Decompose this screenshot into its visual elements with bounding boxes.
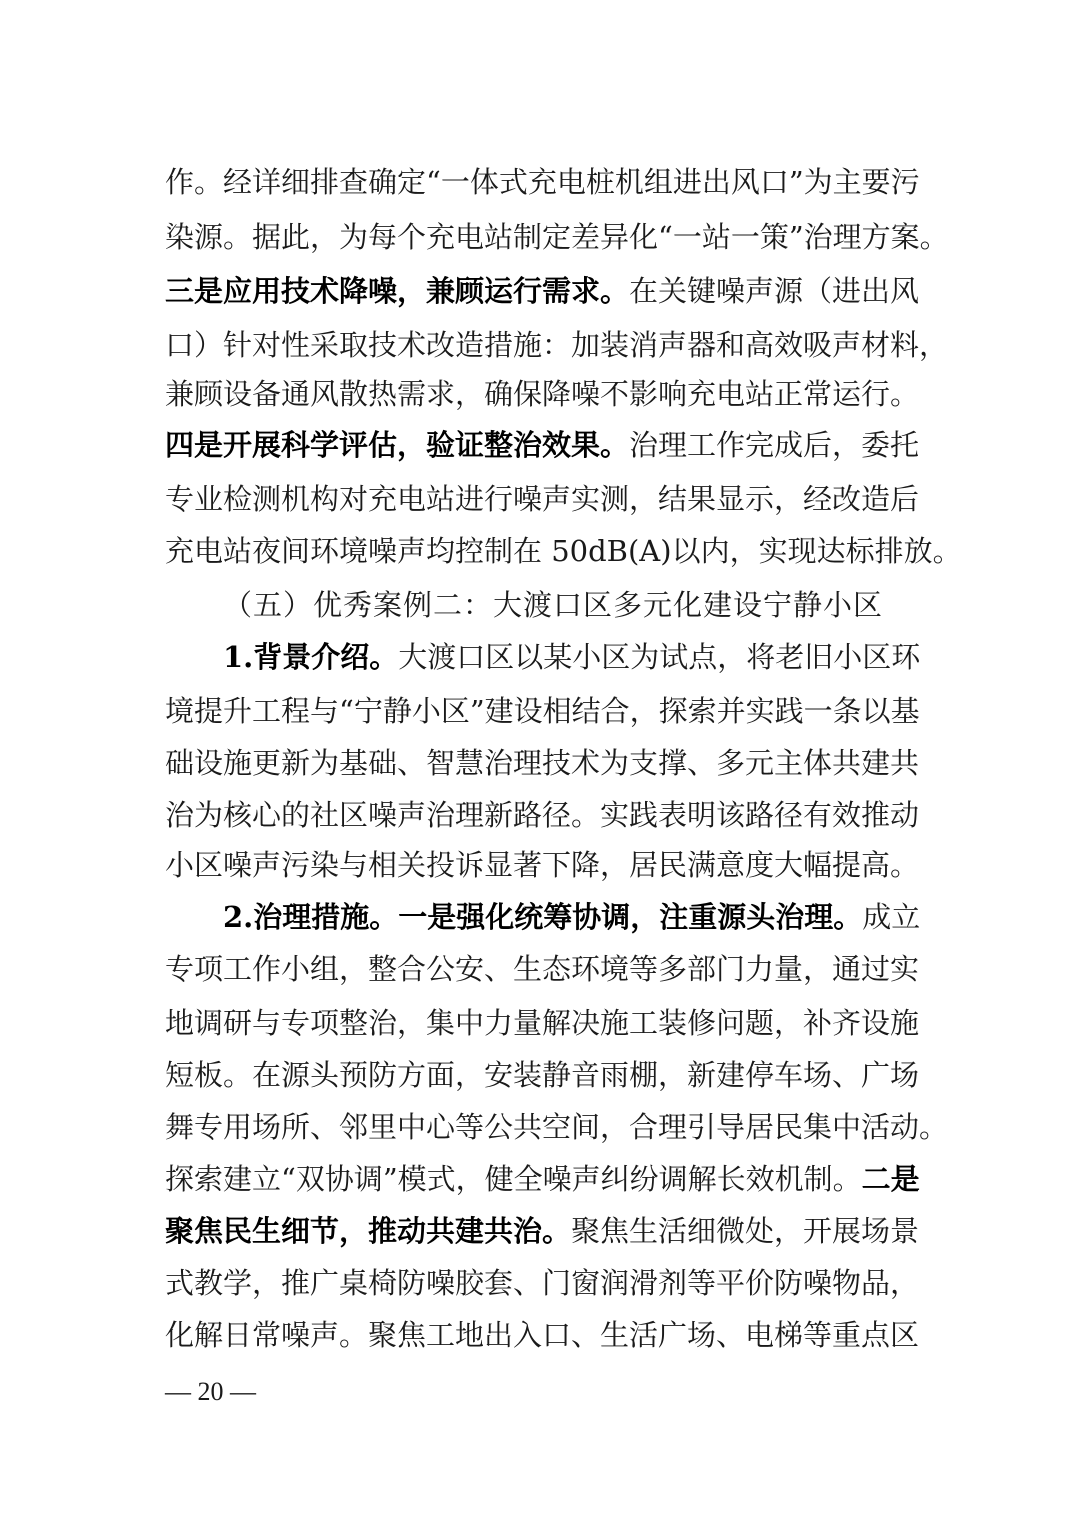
text-line-16: [165, 942, 920, 996]
text-run: 成立: [862, 900, 921, 934]
text-line-23: [165, 1308, 920, 1362]
text-run: 染源。据此，为每个充电站制定差异化“一站一策”治理方案。: [165, 220, 949, 254]
text-line-17: [165, 996, 920, 1050]
text-run: 式教学，推广桌椅防噪胶套、门窗润滑剂等平价防噪物品，: [165, 1266, 920, 1300]
text-run: 治理工作完成后，委托: [629, 428, 920, 462]
text-run: 作。经详细排查确定“一体式充电桩机组进出风口”为主要污: [165, 165, 920, 199]
text-run: （五）优秀案例二：大渡口区多元化建设宁静小区: [223, 588, 884, 622]
bold-text-run: 二是: [861, 1162, 920, 1196]
text-run: 化解日常噪声。聚焦工地出入口、生活广场、电梯等重点区: [165, 1318, 920, 1352]
text-line-12: [165, 736, 920, 790]
text-line-10: [223, 630, 921, 684]
text-line-14: [165, 838, 920, 892]
bold-text-run: 三是应用技术降噪，兼顾运行需求。: [165, 274, 630, 308]
text-line-8: [165, 524, 962, 578]
text-line-7: [165, 472, 920, 526]
text-line-5: [165, 367, 920, 421]
bold-text-run: 四是开展科学评估，验证整治效果。: [165, 428, 630, 462]
text-run: 大渡口区以某小区为试点，将老旧小区环: [398, 640, 921, 674]
text-run: 在关键噪声源（进出风: [629, 274, 920, 308]
text-run: 充电站夜间环境噪声均控制在 50dB(A)以内，实现达标排放。: [165, 534, 962, 568]
text-line-21: [165, 1204, 920, 1258]
text-run: 础设施更新为基础、智慧治理技术为支撑、多元主体共建共: [165, 746, 920, 780]
text-run: 地调研与专项整治，集中力量解决施工装修问题，补齐设施: [165, 1006, 920, 1040]
text-line-13: [165, 788, 920, 842]
text-run: 专业检测机构对充电站进行噪声实测，结果显示，经改造后: [165, 482, 920, 516]
text-run: 短板。在源头预防方面，安装静音雨棚，新建停车场、广场: [165, 1058, 920, 1092]
section-heading: [223, 578, 884, 632]
text-line-11: [165, 684, 920, 738]
text-run: 治为核心的社区噪声治理新路径。实践表明该路径有效推动: [165, 798, 920, 832]
bold-text-run: 聚焦民生细节，推动共建共治。: [165, 1214, 572, 1248]
text-run: 舞专用场所、邻里中心等公共空间，合理引导居民集中活动。: [165, 1110, 949, 1144]
text-line-15: [223, 890, 921, 944]
text-run: 口）针对性采取技术改造措施：加装消声器和高效吸声材料，: [165, 328, 949, 362]
text-run: 专项工作小组，整合公安、生态环境等多部门力量，通过实: [165, 952, 920, 986]
text-line-18: [165, 1048, 920, 1102]
text-run: 小区噪声污染与相关投诉显著下降，居民满意度大幅提高。: [165, 848, 920, 882]
text-line-19: [165, 1100, 949, 1154]
text-line-20: [165, 1152, 920, 1206]
bold-text-run: 2.治理措施。一是强化统筹协调，注重源头治理。: [223, 900, 863, 934]
text-run: 探索建立“双协调”模式，健全噪声纠纷调解长效机制。: [165, 1162, 862, 1196]
text-line-4: [165, 318, 949, 372]
page-number: — 20 —: [165, 1377, 256, 1406]
text-line-22: [165, 1256, 920, 1310]
text-run: 境提升工程与“宁静小区”建设相结合，探索并实践一条以基: [165, 694, 920, 728]
text-line-2: [165, 210, 949, 264]
text-line-1: [165, 155, 920, 209]
text-line-3: [165, 264, 920, 318]
bold-text-run: 1.背景介绍。: [223, 640, 399, 674]
text-run: 聚焦生活细微处，开展场景: [571, 1214, 920, 1248]
text-run: 兼顾设备通风散热需求，确保降噪不影响充电站正常运行。: [165, 377, 920, 411]
text-line-6: [165, 418, 920, 472]
